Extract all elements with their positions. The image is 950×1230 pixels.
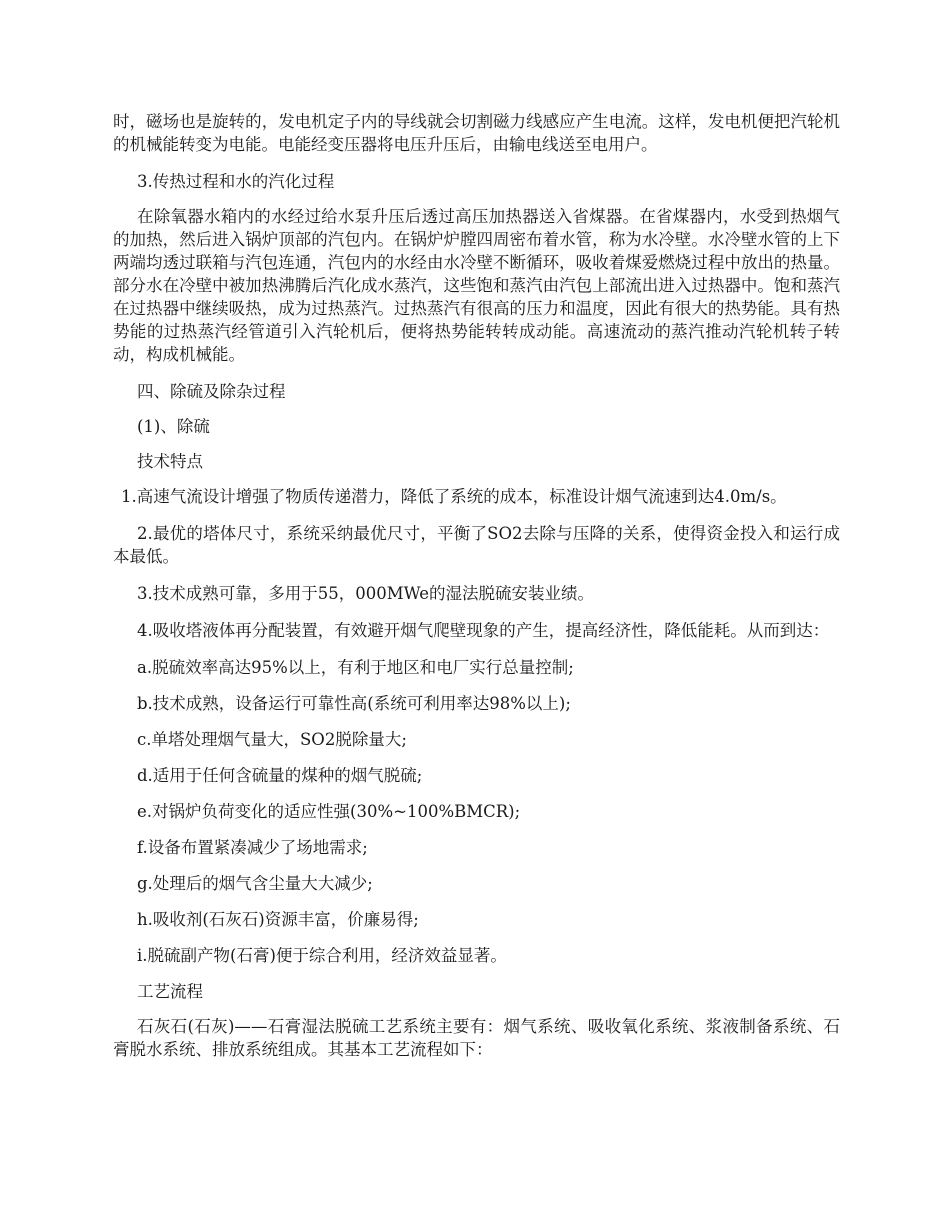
feature-item-1: 1.高速气流设计增强了物质传递潜力，降低了系统的成本，标准设计烟气流速到达4.0m/s。 <box>121 487 787 506</box>
benefit-item-e: e.对锅炉负荷变化的适应性强(30%~100%BMCR); <box>137 802 521 821</box>
heading-process-flow: 工艺流程 <box>137 982 203 1001</box>
benefit-item-b: b.技术成熟，设备运行可靠性高(系统可利用率达98%以上); <box>137 694 571 713</box>
benefit-item-a: a.脱硫效率高达95%以上，有利于地区和电厂实行总量控制; <box>137 658 574 677</box>
paragraph-generator-continuation: 时，磁场也是旋转的，发电机定子内的导线就会切割磁力线感应产生电流。这样，发电机便把汽轮机的机械能转变为电能。电能经变压器将电压升压后，由输电线送至电用户。 <box>113 112 840 154</box>
feature-item-3: 3.技术成熟可靠，多用于55，000MWe的湿法脱硫安装业绩。 <box>137 584 595 603</box>
paragraph-heat-transfer: 在除氧器水箱内的水经过给水泵升压后透过高压加热器送入省煤器。在省煤器内，水受到热烟气的加热，然后进入锅炉顶部的汽包内。在锅炉炉膛四周密布着水管，称为水冷壁。水冷壁水管的上下两端均透过联箱与汽包连通，汽包内的水经由水冷壁不断循环，吸收着煤爱燃烧过程中放出的热量。部分水在冷壁中被加热沸腾后汽化成水蒸汽，这些饱和蒸汽由汽包上部流出进入过热器中。饱和蒸汽在过热器中继续吸热，成为过热蒸汽。过热蒸汽有很高的压力和温度，因此有很大的热势能。具有热势能的过热蒸汽经管道引入汽轮机后，便将热势能转转成动能。高速流动的蒸汽推动汽轮机转子转动，构成机械能。 <box>113 207 840 364</box>
benefit-item-c: c.单塔处理烟气量大，SO2脱除量大; <box>137 730 407 749</box>
benefit-item-h: h.吸收剂(石灰石)资源丰富，价廉易得; <box>137 910 419 929</box>
benefit-item-i: i.脱硫副产物(石膏)便于综合利用，经济效益显著。 <box>137 946 507 965</box>
heading-technical-features: 技术特点 <box>137 452 203 471</box>
feature-item-4: 4.吸收塔液体再分配装置，有效避开烟气爬壁现象的产生，提高经济性，降低能耗。从而到达： <box>137 621 830 640</box>
benefit-item-f: f.设备布置紧凑减少了场地需求; <box>137 838 368 857</box>
benefit-item-g: g.处理后的烟气含尘量大大减少; <box>137 874 373 893</box>
feature-item-2: 2.最优的塔体尺寸，系统采纳最优尺寸，平衡了SO2去除与压降的关系，使得资金投入和运行成本最低。 <box>113 524 840 566</box>
heading-desulfurization-section: 四、除硫及除杂过程 <box>137 382 286 401</box>
paragraph-process-flow: 石灰石(石灰)——石膏湿法脱硫工艺系统主要有：烟气系统、吸收氧化系统、浆液制备系统、石膏脱水系统、排放系统组成。其基本工艺流程如下： <box>113 1017 840 1059</box>
heading-desulfurization: (1)、除硫 <box>137 417 210 436</box>
benefit-item-d: d.适用于任何含硫量的煤种的烟气脱硫; <box>137 766 423 785</box>
document-page <box>113 110 840 1075</box>
heading-heat-transfer: 3.传热过程和水的汽化过程 <box>137 172 335 191</box>
